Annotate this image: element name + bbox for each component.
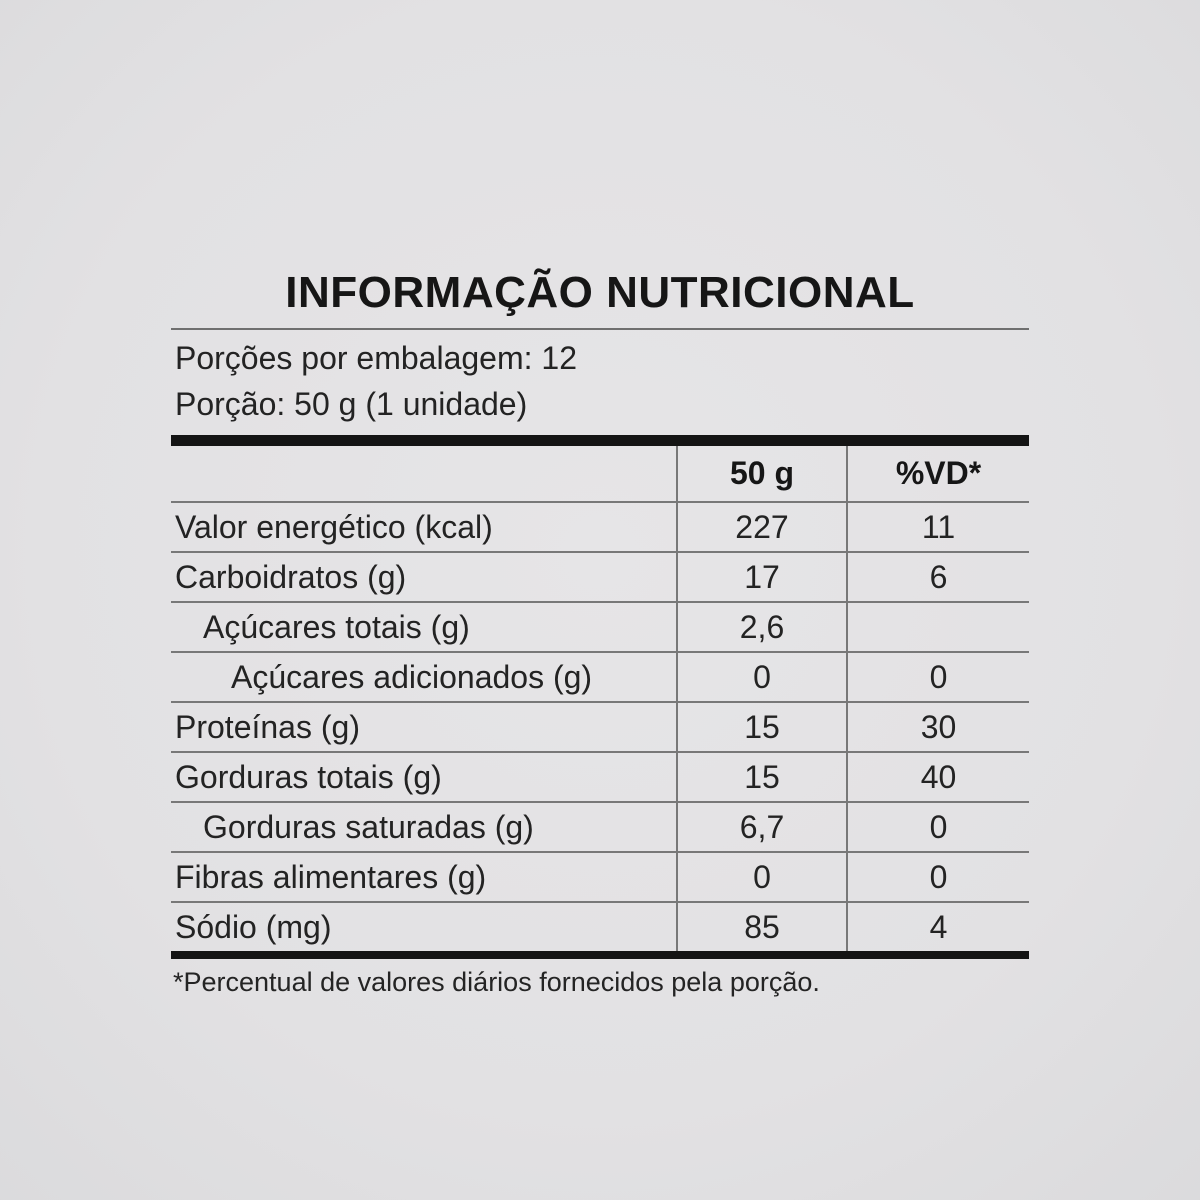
table-row [171, 803, 1029, 853]
row-amount-value: 85 [676, 903, 846, 951]
row-amount-value: 0 [676, 853, 846, 901]
nutrition-facts-panel [171, 268, 1029, 998]
row-daily-value: 11 [846, 503, 1029, 551]
table-row [171, 503, 1029, 553]
row-daily-value: 0 [846, 853, 1029, 901]
row-label: Proteínas (g) [175, 708, 360, 745]
portion-line: Porção: 50 g (1 unidade) [175, 386, 528, 422]
table-row [171, 903, 1029, 951]
row-label: Valor energético (kcal) [175, 508, 493, 545]
row-amount-value: 0 [676, 653, 846, 701]
row-amount-value: 227 [676, 503, 846, 551]
row-amount-value: 15 [676, 703, 846, 751]
table-row [171, 553, 1029, 603]
column-header-nutrient [171, 446, 676, 501]
row-daily-value: 30 [846, 703, 1029, 751]
table-row [171, 853, 1029, 903]
bottom-thick-bar [171, 951, 1029, 959]
row-daily-value: 0 [846, 803, 1029, 851]
row-label: Carboidratos (g) [175, 558, 407, 595]
nutrition-table [171, 446, 1029, 951]
table-header-row [171, 446, 1029, 503]
row-label: Açúcares totais (g) [203, 608, 470, 645]
table-row [171, 603, 1029, 653]
column-header-daily-value: %VD* [846, 446, 1029, 501]
row-amount-value: 6,7 [676, 803, 846, 851]
row-amount-value: 2,6 [676, 603, 846, 651]
row-label: Gorduras totais (g) [175, 758, 442, 795]
row-amount-value: 15 [676, 753, 846, 801]
servings-per-package-line: Porções por embalagem: 12 [175, 340, 577, 376]
row-label: Fibras alimentares (g) [175, 858, 487, 895]
daily-value-footnote: *Percentual de valores diários fornecidos pela porção. [173, 967, 820, 997]
row-amount-value: 17 [676, 553, 846, 601]
column-header-amount: 50 g [676, 446, 846, 501]
row-daily-value: 0 [846, 653, 1029, 701]
row-label: Gorduras saturadas (g) [203, 808, 534, 845]
table-row [171, 653, 1029, 703]
row-daily-value: 4 [846, 903, 1029, 951]
row-daily-value [846, 603, 1029, 651]
page-title: INFORMAÇÃO NUTRICIONAL [285, 268, 915, 317]
table-row [171, 703, 1029, 753]
row-label: Sódio (mg) [175, 908, 332, 945]
row-daily-value: 6 [846, 553, 1029, 601]
table-row [171, 753, 1029, 803]
title-divider [171, 328, 1029, 330]
row-daily-value: 40 [846, 753, 1029, 801]
nutrition-table-body [171, 503, 1029, 951]
top-thick-bar [171, 435, 1029, 446]
row-label: Açúcares adicionados (g) [231, 658, 593, 695]
